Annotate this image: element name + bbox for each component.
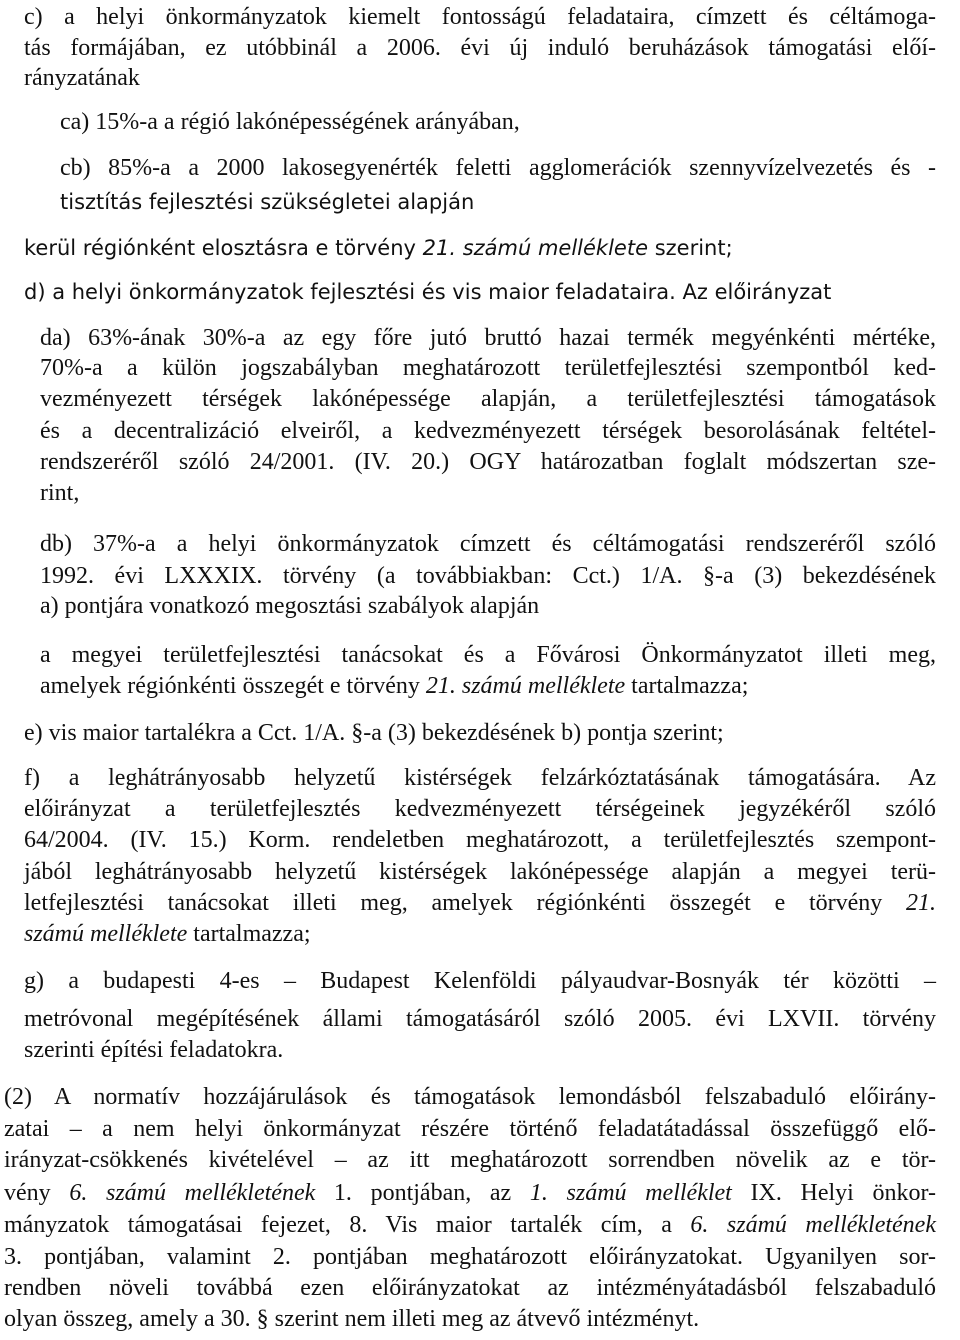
text-segment: kerül régiónként elosztásra e törvény	[24, 236, 423, 260]
text-segment: rendszeréről szóló 24/2001. (IV. 20.) OGY határozatban foglalt módszertan sze-	[40, 449, 936, 475]
text-line	[24, 719, 724, 747]
text-segment: db) 37%-a a helyi önkormányzatok címzett és céltámogatási rendszeréről szóló	[40, 531, 936, 557]
text-segment: f) a leghátrányosabb helyzetű kistérségek felzárkóztatásának támogatására. Az	[24, 765, 936, 791]
text-segment: jából leghátrányosabb helyzetű kistérségek lakónépessége alapján a megyei terü-	[24, 859, 936, 885]
text-line	[40, 641, 936, 669]
text-segment: c) a helyi önkormányzatok kiemelt fontosságú feladataira, címzett és céltámoga-	[24, 4, 936, 30]
text-segment: e) vis maior tartalékra a Cct. 1/A. §-a (3) bekezdésének b) pontja szerint;	[24, 720, 724, 746]
text-line	[24, 1005, 936, 1033]
text-segment: rányzatának	[24, 65, 140, 91]
text-line	[24, 34, 936, 62]
text-segment: tartalmazza;	[187, 921, 311, 947]
text-segment: letfejlesztési tanácsokat illeti meg, amelyek régiónkénti összegét e törvény	[24, 890, 906, 916]
text-segment: tás formájában, ez utóbbinál a 2006. évi új induló beruházások támogatási előí-	[24, 35, 936, 61]
text-segment: 70%-a a külön jogszabályban meghatározott területfejlesztési szempontból ked-	[40, 355, 936, 381]
italic-reference: 1. számú melléklet	[529, 1180, 732, 1206]
text-line	[60, 188, 474, 216]
text-line	[40, 385, 936, 413]
text-line	[24, 764, 936, 792]
text-line	[40, 354, 936, 382]
italic-reference: számú melléklete	[24, 921, 188, 947]
text-segment: da) 63%-ának 30%-a az egy főre jutó bruttó hazai termék megyénkénti mértéke,	[40, 325, 936, 351]
text-line	[4, 1274, 936, 1302]
text-segment: IX. Helyi önkor-	[731, 1180, 936, 1206]
text-segment: a megyei területfejlesztési tanácsokat és a Fővárosi Önkormányzatot illeti meg,	[40, 642, 936, 668]
text-segment: előirányzat a területfejlesztés kedvezményezett térségeinek jegyzékéről szóló	[24, 796, 936, 822]
text-segment: és a decentralizáció elveiről, a kedvezményezett térségek besorolásának feltétel-	[40, 418, 936, 444]
text-line	[24, 967, 936, 995]
text-segment: ca) 15%-a a régió lakónépességének arányában,	[60, 109, 520, 135]
text-segment: olyan összeg, amely a 30. § szerint nem illeti meg az átvevő intézményt.	[4, 1306, 700, 1332]
text-segment: rendben növeli továbbá ezen előirányzatokat az intézményátadásból felszabaduló	[4, 1275, 936, 1301]
text-line	[24, 795, 936, 823]
italic-reference: 21. számú melléklete	[425, 673, 626, 699]
text-line	[24, 1036, 283, 1064]
text-segment: cb) 85%-a a 2000 lakosegyenérték feletti agglomerációk szennyvízelvezetés és -	[60, 155, 936, 181]
text-segment: 1992. évi LXXXIX. törvény (a továbbiakban: Cct.) 1/A. §-a (3) bekezdésének	[40, 563, 936, 589]
text-segment: rint,	[40, 480, 80, 506]
text-line	[4, 1115, 936, 1143]
text-segment: vény	[4, 1180, 70, 1206]
text-segment: tisztítás fejlesztési szükségletei alapján	[60, 190, 475, 214]
text-segment: 64/2004. (IV. 15.) Korm. rendeletben meghatározott, a területfejlesztés szempont-	[24, 827, 936, 853]
text-line	[24, 64, 140, 92]
text-segment: d) a helyi önkormányzatok fejlesztési és vis maior feladataira. Az előirányzat	[24, 280, 832, 304]
text-line	[24, 889, 936, 917]
text-line	[40, 672, 748, 700]
text-line	[40, 417, 936, 445]
text-segment: vezményezett térségek lakónépessége alapján, a területfejlesztési támogatások	[40, 386, 936, 412]
text-line	[24, 278, 831, 306]
italic-reference: 6. számú mellékletének	[690, 1212, 936, 1238]
text-line	[40, 562, 936, 590]
text-segment: metróvonal megépítésének állami támogatásáról szóló 2005. évi LXVII. törvény	[24, 1006, 936, 1032]
text-line	[4, 1305, 699, 1333]
text-line	[40, 530, 936, 558]
text-segment: zatai – a nem helyi önkormányzat részére történő feladatátadással összefüggő elő-	[4, 1116, 936, 1142]
text-line	[24, 920, 311, 948]
text-line	[40, 479, 79, 507]
text-line	[24, 858, 936, 886]
text-segment: irányzat-csökkenés kivételével – az itt meghatározott sorrendben növelik az e tör-	[4, 1147, 936, 1173]
text-segment: szerinti építési feladatokra.	[24, 1037, 284, 1063]
text-segment: 3. pontjában, valamint 2. pontjában meghatározott előirányzatokat. Ugyanilyen sor-	[4, 1244, 936, 1270]
text-line	[4, 1083, 936, 1111]
text-segment: amelyek régiónkénti összegét e törvény	[40, 673, 426, 699]
text-line	[60, 154, 936, 182]
text-segment: 1. pontjában, az	[315, 1180, 530, 1206]
text-line	[4, 1243, 936, 1271]
text-line	[60, 108, 520, 136]
text-line	[24, 826, 936, 854]
italic-reference: 21.	[906, 890, 936, 916]
text-line	[40, 592, 539, 620]
text-segment: (2) A normatív hozzájárulások és támogatások lemondásból felszabaduló előirány-	[4, 1084, 936, 1110]
text-segment: g) a budapesti 4-es – Budapest Kelenföldi pályaudvar-Bosnyák tér közötti –	[24, 968, 936, 994]
text-line	[24, 234, 733, 262]
text-segment: szerint;	[648, 236, 733, 260]
text-line	[4, 1179, 936, 1207]
text-line	[24, 3, 936, 31]
italic-reference: 6. számú mellékletének	[69, 1180, 316, 1206]
text-segment: a) pontjára vonatkozó megosztási szabályok alapján	[40, 593, 540, 619]
text-line	[4, 1211, 936, 1239]
text-line	[40, 324, 936, 352]
text-segment: tartalmazza;	[625, 673, 749, 699]
italic-reference: 21. számú melléklete	[422, 236, 649, 260]
text-line	[4, 1146, 936, 1174]
text-line	[40, 448, 936, 476]
text-segment: mányzatok támogatásai fejezet, 8. Vis maior tartalék cím, a	[4, 1212, 691, 1238]
